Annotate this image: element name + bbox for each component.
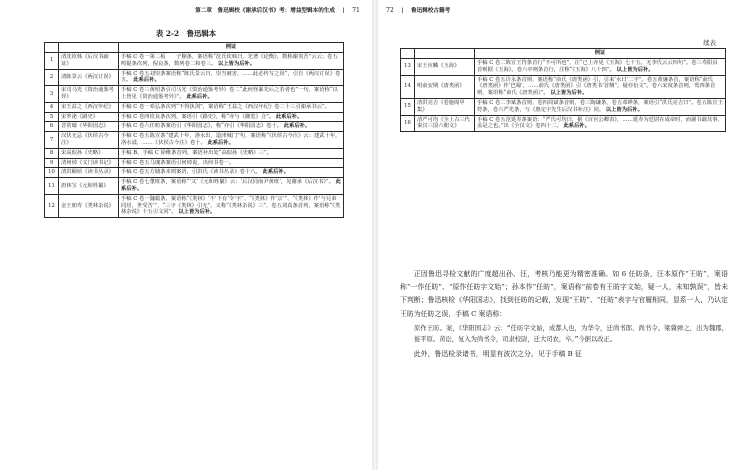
example-text: 手稿 C 卷一邓弘条次列“不得执剑”，案语称“王益之《西汉年纪》卷二十三引谢承书云”。 <box>121 103 330 110</box>
row-index: 13 <box>401 59 415 76</box>
example-note: 此系后补。 <box>262 169 290 176</box>
running-header: 第二章 鲁迅辑校《谢承后汉书》考：增益型辑本的生成 | 71 <box>195 7 360 14</box>
example-text: 手稿 C 卷二李斌条首则，卷四周斌条首则，卷三陶谦条，卷五邓晔条，案语引“洪氏亮吉曰”。卷五陈宣王符条，卷六严光条，与《惠定宇先生后汉书补注》同。 <box>477 99 723 113</box>
example-cell <box>119 194 344 217</box>
table-row <box>45 53 344 70</box>
example-cell <box>119 86 344 103</box>
source-name: 汉伏无忌《伏侯古今注》 <box>59 132 119 149</box>
page-number: 72 <box>386 7 394 14</box>
example-note: 以上皆为后补。 <box>550 90 588 97</box>
table-row <box>45 69 344 86</box>
example-note: 此系后补。 <box>121 179 341 192</box>
source-name: 宋罗泌《路史》 <box>59 112 119 122</box>
row-index: 9 <box>45 158 59 168</box>
example-text: 手稿 C 卷四钦良条次列，案语引《路史》，称“亦与《御览》合”。 <box>121 113 275 120</box>
source-name: 清洪亮吉《卷施阁甲集》 <box>415 98 475 115</box>
paragraph: 此外，鲁迅检录诸书，明显有波次之分。见于手稿 B 征 <box>413 350 582 358</box>
example-note: 此系后补。 <box>133 77 160 84</box>
source-name: 清沈钦韩《后汉书疏证》 <box>59 53 119 70</box>
example-cell <box>119 168 344 178</box>
example-text: 手稿 C 卷三黄绍条引司马光《资治通鉴考异》卷二“此何怪暴先后之若者也”一句，案语称“以上皆见《资治通鉴考异》”。 <box>121 87 338 100</box>
example-text: 手稿 C 卷一魏霸条，案语称“《类林》‘不’下有‘令’字”、“《类林》作‘宗’”、“《类林》作‘与兄弟同居，世受苦’”、“三字《类林》引无”，又称“《类林杂说》三”，卷五刘真条首列，案语称“《类林杂说》十五引文同”。 <box>121 195 341 216</box>
source-name: 晋常璩《华阳国志》 <box>59 122 119 132</box>
example-cell <box>119 132 344 149</box>
row-index: 2 <box>45 69 59 86</box>
running-header: 72 | 鲁迅辑校古籍考 <box>386 7 451 14</box>
table-row <box>45 194 344 217</box>
example-cell <box>119 178 344 195</box>
example-cell <box>119 158 344 168</box>
row-index: 3 <box>45 86 59 103</box>
example-cell <box>475 59 726 76</box>
example-cell <box>119 69 344 86</box>
table-row <box>401 98 726 115</box>
source-name: 宋王益之《西汉年纪》 <box>59 102 119 112</box>
example-cell <box>119 112 344 122</box>
example-cell <box>119 148 344 158</box>
row-index: 10 <box>45 168 59 178</box>
source-name: 明俞安期《唐类函》 <box>415 75 475 98</box>
table-row <box>45 122 344 132</box>
example-cell <box>475 98 726 115</box>
example-text: 手稿 C 卷五方储条末则案语，引洪氏《读书丛录》卷十八。 <box>121 169 261 176</box>
source-name: 清陈景云《两汉订误》 <box>59 69 119 86</box>
table-row <box>45 86 344 103</box>
block-quote: 原作王昉。案，《华阳国志》云：“任昉字文始，成都人也，为华令，迁尚书郎、尚书令。梁冀弹之，出为魏郡，徙平原。黄讼，复入为尚书令，司隶校尉，迁大司农，卒。”今据以改正。 <box>414 324 728 344</box>
table-row <box>45 102 344 112</box>
example-note: 以上皆为后补。 <box>605 106 643 113</box>
source-name: 清何焯《义门读书记》 <box>59 158 119 168</box>
continued-label: 续表 <box>703 39 716 47</box>
table-row <box>45 148 344 158</box>
table-row <box>401 75 726 98</box>
example-note: 此系后补。 <box>283 123 311 130</box>
reference-table-continued <box>400 48 726 132</box>
example-text: 手稿 C 卷五陈宣条“建武十年，洛水出，造津城门”句，案语称“《伏侯古今注》云：建武十年，洛水溢，……《伏侯古今注》卷十。 <box>121 133 341 146</box>
table-header-row <box>401 49 726 59</box>
row-index: 12 <box>45 194 59 217</box>
source-name: 清洪颐煊《读书丛录》 <box>59 168 119 178</box>
row-index: 16 <box>401 115 415 132</box>
table-body <box>401 59 726 132</box>
example-text: 手稿 C 卷七董班条，案语称“‘又’《元和姓纂》云：‘后汉同南尹黄班’，见谢承《后汉书》”。 <box>121 179 334 186</box>
table-row <box>45 178 344 195</box>
example-text: 手稿 C 卷一第二板 子顺条，案语称“沈氏钦韩曰，光著《论衡》，数称谢夷吾”云云；卷五鸣提条次列，倪良条，数列卷二和卷三。 <box>121 54 338 67</box>
example-text: 手稿 C 卷二陈宣王符条首行“不可所也”，注“已上亦见《玉海》七十五，无李氏云云四句”。卷三寿阳县首则据《玉海》。卷六中则条首行，注称“《玉海》八十四”。 <box>477 60 718 73</box>
example-note: 此系后补。 <box>275 113 303 120</box>
table-row <box>401 59 726 76</box>
source-name: 宋高似孙《史略》 <box>59 148 119 158</box>
right-page <box>378 0 750 470</box>
table-body <box>45 53 344 218</box>
example-text: 手稿 C 卷六任昉条案语引《华阳国志》，称“亦引《华阳国志》卷十。 <box>121 123 283 130</box>
reference-table <box>44 42 344 218</box>
source-name: 清严可均《全上古三代秦汉三国六朝文》 <box>415 115 475 132</box>
header-text: 第二章 鲁迅辑校《谢承后汉书》考：增益型辑本的生成 <box>195 8 335 14</box>
body-text <box>400 268 728 361</box>
table-row <box>45 112 344 122</box>
header-text: 鲁迅辑校古籍考 <box>411 8 451 14</box>
example-cell <box>119 102 344 112</box>
example-text: 手稿 C 卷五马瑰条案语引何焯说，出何书卷一。 <box>121 159 235 166</box>
paragraph: 正因鲁迅寻检文献的广度超出孙、汪，考核乃能更为精密准确。如 6 任昉条，汪本原作“王昉”，案语称“一作任昉”、“原作任昉字文始”；孙本作“任昉”，案语称“前卷有王昉字文始，疑一人，未知孰误”，皆未下判断；鲁迅核检《华阳国志》，找到任昉的记载，发现“王昉”、“任昉”表字与官履相同，显系一人，乃认定王昉为任昉之误，手稿 C 案语称： <box>400 270 728 318</box>
row-index: 1 <box>45 53 59 70</box>
table-row <box>401 115 726 132</box>
example-cell <box>475 115 726 132</box>
example-note: 以上皆为后补。 <box>218 60 256 67</box>
example-text: 手稿 C 卷五范延寿条案语：“严氏可均曰，据《百官公卿表》，……延寿为廷尉在成帝时，而谢书载其事，盖是之也。”出《全汉文》卷四十二。 <box>477 116 723 130</box>
row-index: 15 <box>401 98 415 115</box>
row-index: 4 <box>45 102 59 112</box>
row-index: 8 <box>45 148 59 158</box>
row-index: 14 <box>401 75 415 98</box>
row-index: 11 <box>45 178 59 195</box>
source-name: 宋王应麟《玉海》 <box>415 59 475 76</box>
example-note: 以上皆为后补。 <box>178 209 216 216</box>
column-header: 例证 <box>475 49 726 59</box>
row-index: 5 <box>45 112 59 122</box>
example-note: 此系后补。 <box>563 123 590 130</box>
example-text: 手稿 C 卷五刘崇条案语称“陈氏景云曰，崇当被害，……此必传写之误”，引自《两汉订误》卷五。 <box>121 70 341 84</box>
example-cell <box>475 75 726 98</box>
row-index: 7 <box>45 132 59 149</box>
table-header-row <box>45 43 344 53</box>
example-text: 手稿 C 卷五许永条首则，案语称“俞氏《唐类函》引，引来‘水日’二字”。卷五黄廉条首，案语称“俞氏《唐类函》作‘巴蜀’，……俞氏《唐类函》引《唐类书’首侧”，疑亦衍文”。卷六宋度条首则，鸾四条首则，案语称“俞氏《唐类函》”。 <box>477 76 716 97</box>
table-row <box>45 158 344 168</box>
example-text: 手稿 B、手稿 C 徐稚条首列，案语补出处“高似孙《史略》三”。 <box>121 149 272 156</box>
example-note: 此系后补。 <box>186 93 213 100</box>
table-row <box>45 168 344 178</box>
table-title: 表 2-2 鲁迅辑本 <box>155 29 217 38</box>
example-cell <box>119 122 344 132</box>
row-index: 6 <box>45 122 59 132</box>
source-name: 唐林宝《元和姓纂》 <box>59 178 119 195</box>
page-number: 71 <box>352 7 360 14</box>
source-name: 金王朋寿《类林杂说》 <box>59 194 119 217</box>
left-page <box>0 0 372 470</box>
example-cell <box>119 53 344 70</box>
table-row <box>45 132 344 149</box>
example-note: 此系后补。 <box>207 139 234 146</box>
source-name: 宋司马光《资治通鉴考异》 <box>59 86 119 103</box>
column-header: 例证 <box>119 43 344 53</box>
example-note: 以上皆为后补。 <box>616 66 654 73</box>
